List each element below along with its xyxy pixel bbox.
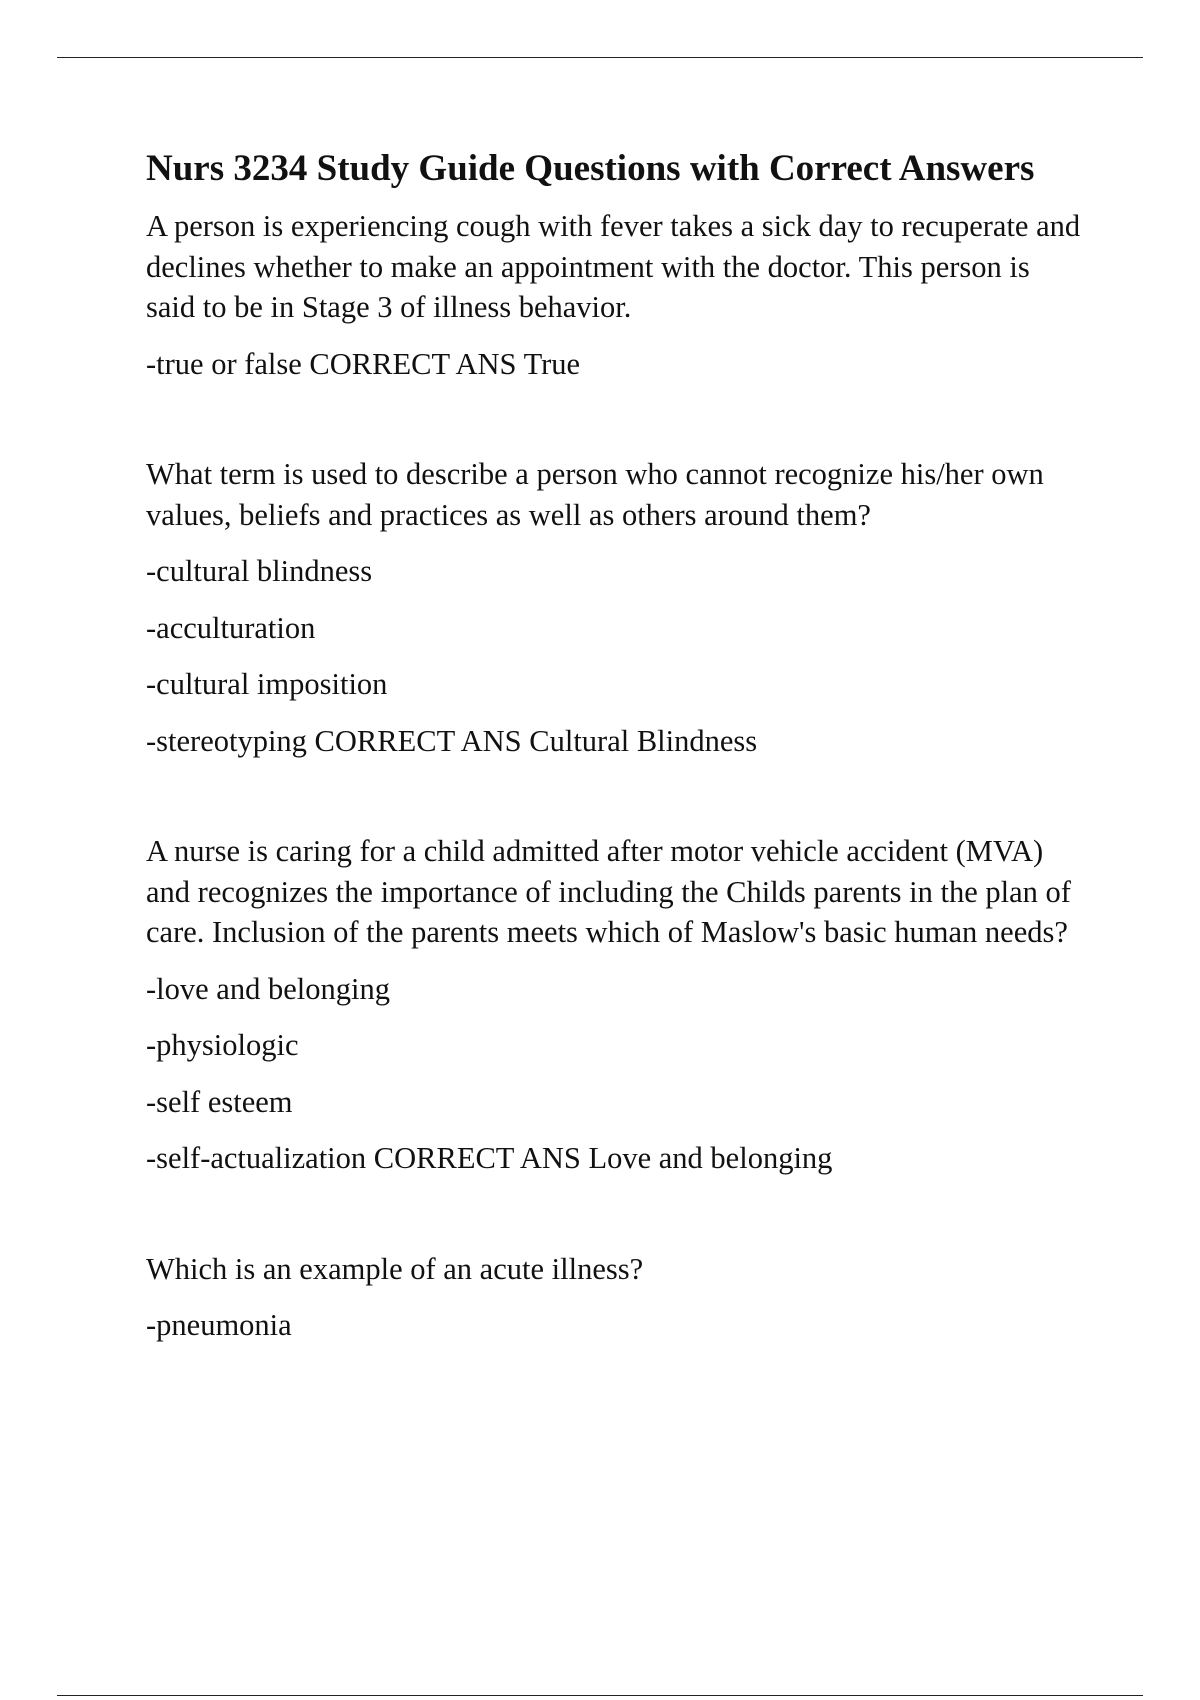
answer-option: -acculturation — [146, 610, 316, 645]
answer-option: -cultural imposition — [146, 667, 388, 701]
answer-option: -self esteem — [146, 1084, 293, 1119]
answer-option: -self-actualization CORRECT ANS Love and belonging — [146, 1141, 833, 1175]
question-block-4 — [146, 1249, 1086, 1346]
document-body — [146, 144, 1086, 1416]
answer-option: -pneumonia — [146, 1308, 292, 1342]
top-rule — [57, 57, 1143, 58]
bottom-rule — [57, 1695, 1143, 1696]
question-text: Which is an example of an acute illness? — [146, 1251, 644, 1286]
answer-option: -physiologic — [146, 1028, 299, 1062]
question-text: A nurse is caring for a child admitted after motor vehicle accident (MVA) and recognizes the importance of including the Childs parents in the plan of care. Inclusion of the parents meets which of Maslow's basic human needs? — [146, 834, 1071, 949]
answer-option: -true or false CORRECT ANS True — [146, 346, 581, 381]
answer-option: -love and belonging — [146, 971, 390, 1006]
question-block-1 — [146, 206, 1086, 384]
question-text: A person is experiencing cough with fever takes a sick day to recuperate and declines whether to make an appointment with the doctor. This person is said to be in Stage 3 of illness behavior. — [146, 209, 1081, 324]
question-block-2 — [146, 454, 1086, 761]
answer-option: -cultural blindness — [146, 554, 373, 588]
document-title: Nurs 3234 Study Guide Questions with Correct Answers — [146, 148, 1035, 189]
answer-option: -stereotyping CORRECT ANS Cultural Blindness — [146, 723, 758, 758]
question-text: What term is used to describe a person who cannot recognize his/her own values, beliefs and practices as well as others around them? — [146, 457, 1044, 532]
question-block-3 — [146, 831, 1086, 1179]
